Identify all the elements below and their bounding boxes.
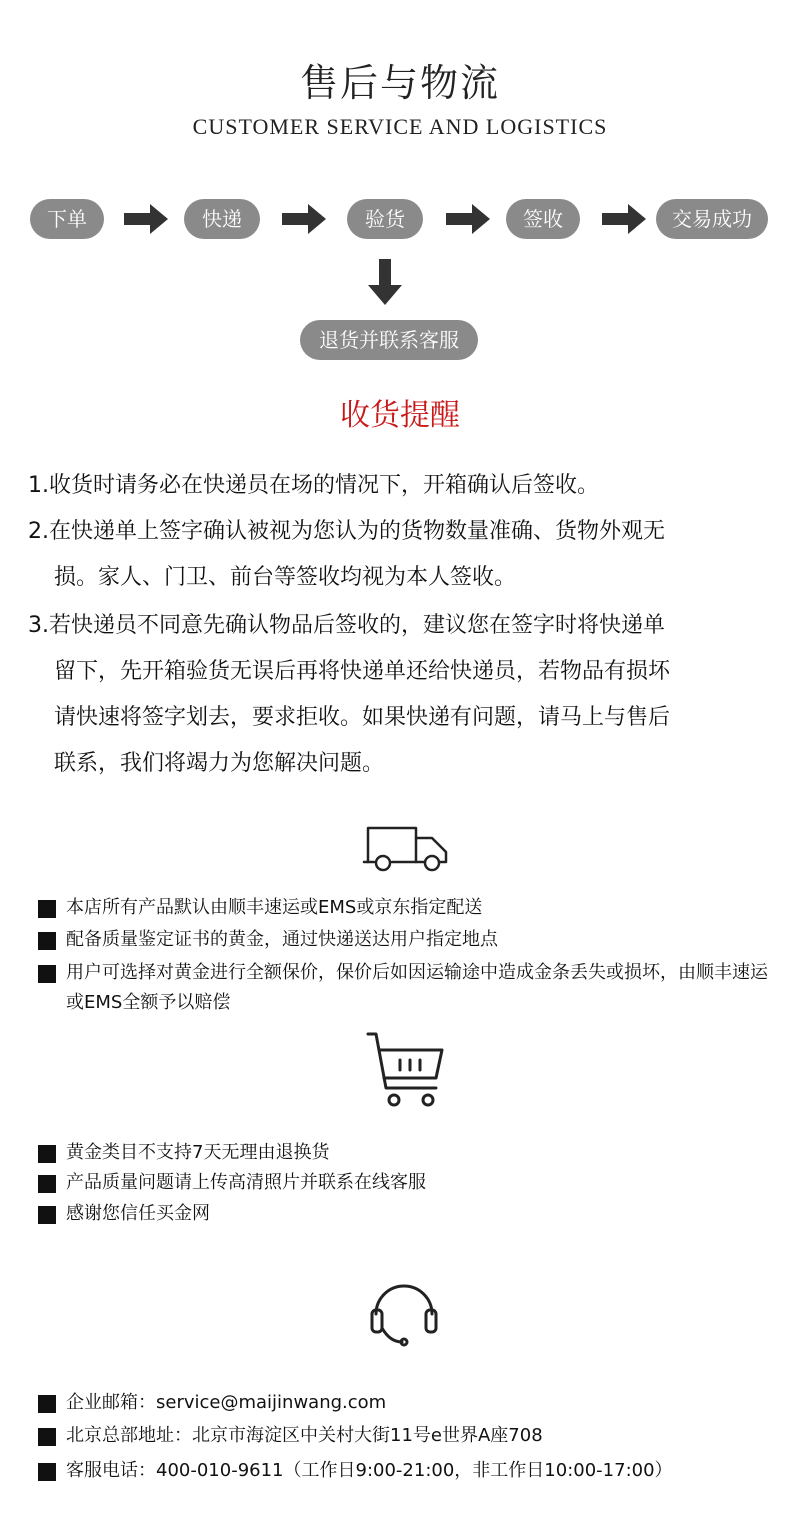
bullet-square-icon — [38, 1463, 56, 1481]
right-arrow-icon — [124, 204, 168, 234]
flow-step-success: 交易成功 — [656, 199, 768, 239]
shipping-bullet: 用户可选择对黄金进行全额保价，保价后如因运输途中造成金条丢失或损坏，由顺丰速运或EMS全额予以赔偿 — [38, 958, 778, 1018]
reminder-line: 1.收货时请务必在快递员在场的情况下，开箱确认后签收。 — [28, 473, 599, 498]
bullet-square-icon — [38, 1175, 56, 1193]
bullet-square-icon — [38, 1206, 56, 1224]
bullet-square-icon — [38, 965, 56, 983]
page-subtitle: CUSTOMER SERVICE AND LOGISTICS — [192, 114, 608, 139]
bullet-square-icon — [38, 932, 56, 950]
flow-step-sign: 签收 — [506, 199, 580, 239]
reminder-item-3 — [28, 603, 778, 787]
shipping-bullet: 本店所有产品默认由顺丰速运或EMS或京东指定配送 — [38, 893, 778, 923]
reminder-line: 留下，先开箱验货无误后再将快递单还给快递员，若物品有损坏 — [54, 659, 671, 684]
reminder-item-1 — [28, 463, 778, 509]
section-title-reminder: 收货提醒 — [340, 398, 460, 433]
flow-step-return: 退货并联系客服 — [300, 320, 478, 360]
bullet-square-icon — [38, 1428, 56, 1446]
contact-bullet-address: 北京总部地址：北京市海淀区中关村大街11号e世界A座708 — [38, 1421, 778, 1451]
reminder-item-2 — [28, 509, 778, 601]
contact-bullet-email: 企业邮箱：service@maijinwang.com — [38, 1388, 778, 1418]
reminder-line: 联系，我们将竭力为您解决问题。 — [54, 751, 385, 776]
shipping-bullet: 配备质量鉴定证书的黄金，通过快递送达用户指定地点 — [38, 925, 778, 955]
bullet-square-icon — [38, 1395, 56, 1413]
right-arrow-icon — [446, 204, 490, 234]
returns-bullet: 产品质量问题请上传高清照片并联系在线客服 — [38, 1168, 778, 1198]
contact-bullet-phone: 客服电话：400-010-9611（工作日9:00-21:00，非工作日10:00-17:00） — [38, 1456, 778, 1486]
flow-step-inspect: 验货 — [347, 199, 423, 239]
reminder-line: 请快速将签字划去，要求拒收。如果快递有问题，请马上与售后 — [54, 705, 671, 730]
bullet-square-icon — [38, 1145, 56, 1163]
returns-bullet: 感谢您信任买金网 — [38, 1199, 778, 1229]
right-arrow-icon — [282, 204, 326, 234]
truck-icon — [362, 822, 452, 872]
down-arrow-icon — [368, 259, 402, 305]
reminder-line: 损。家人、门卫、前台等签收均视为本人签收。 — [54, 565, 517, 590]
page-title: 售后与物流 — [299, 61, 500, 105]
returns-bullet: 黄金类目不支持7天无理由退换货 — [38, 1138, 778, 1168]
flow-step-express: 快递 — [184, 199, 260, 239]
reminder-line: 3.若快递员不同意先确认物品后签收的，建议您在签字时将快递单 — [28, 613, 665, 638]
right-arrow-icon — [602, 204, 646, 234]
headset-icon — [366, 1276, 442, 1352]
reminder-line: 2.在快递单上签字确认被视为您认为的货物数量准确、货物外观无 — [28, 519, 665, 544]
bullet-square-icon — [38, 900, 56, 918]
shopping-cart-icon — [366, 1030, 448, 1108]
flow-step-order: 下单 — [30, 199, 104, 239]
